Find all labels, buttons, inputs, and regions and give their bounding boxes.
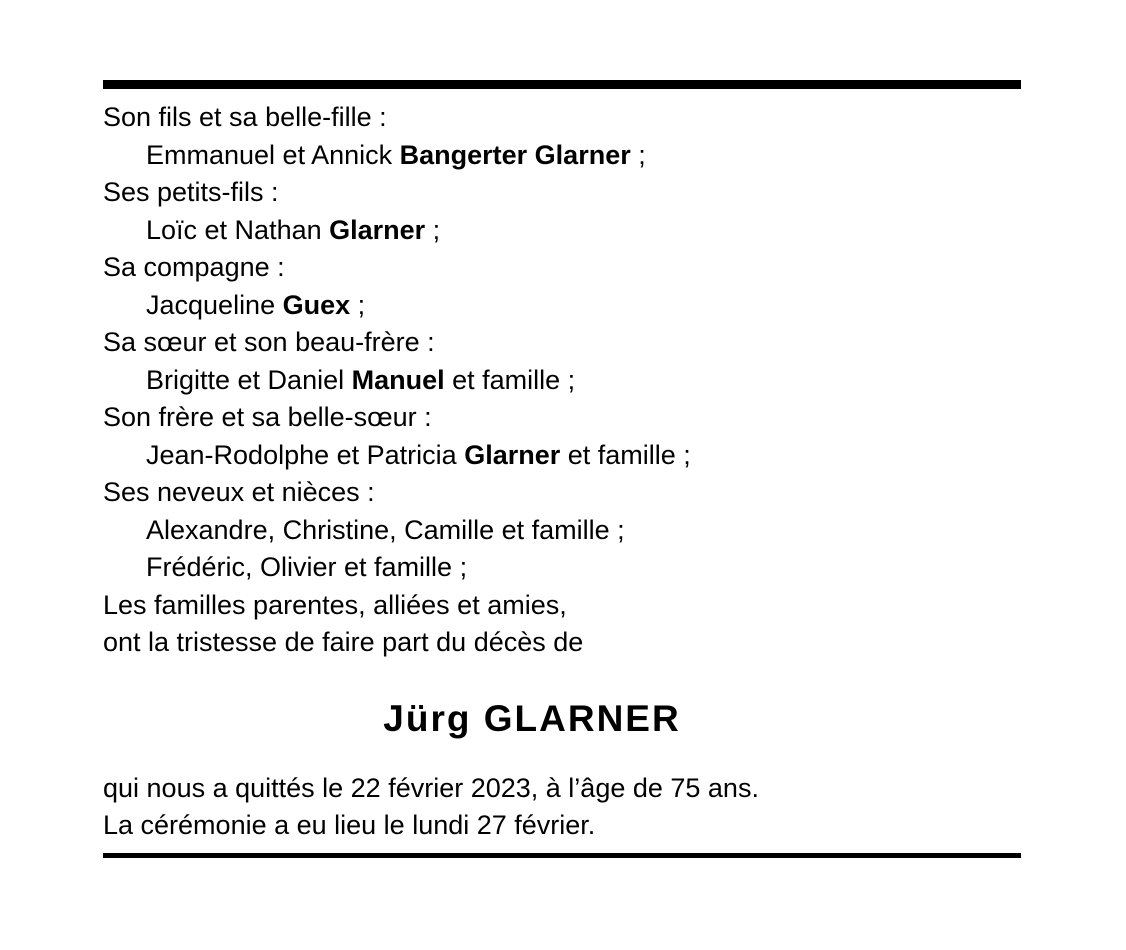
relation-entry [103, 287, 1021, 325]
entry-prefix: Alexandre, Christine, Camille et famille ; [146, 514, 625, 545]
death-date-line: qui nous a quittés le 22 février 2023, à l’âge de 75 ans. [103, 772, 759, 803]
closing-block [103, 770, 1021, 847]
relation-heading: Sa compagne : [103, 252, 285, 282]
relation-entry [103, 549, 1021, 587]
bottom-rule [103, 853, 1021, 858]
entry-suffix: ; [425, 214, 441, 245]
entry-prefix: Loïc et Nathan [146, 214, 330, 245]
entry-surname: Manuel [351, 364, 445, 395]
families-line: Les familles parentes, alliées et amies, [103, 589, 567, 620]
relation-entry [103, 437, 1021, 475]
entry-prefix: Brigitte et Daniel [146, 364, 352, 395]
relation-entry [103, 212, 1021, 250]
relation-entry [103, 362, 1021, 400]
entry-suffix: et famille ; [444, 364, 576, 395]
entry-prefix: Emmanuel et Annick [146, 139, 400, 170]
relation-heading: Ses petits-fils : [103, 177, 279, 207]
deceased-name: Jürg GLARNER [383, 697, 681, 739]
entry-surname: Bangerter Glarner [399, 139, 631, 170]
entry-prefix: Frédéric, Olivier et famille ; [146, 552, 468, 582]
top-rule [103, 80, 1021, 89]
relation-heading: Sa sœur et son beau-frère : [103, 327, 435, 357]
ceremony-line: La cérémonie a eu lieu le lundi 27 février. [103, 810, 596, 840]
relation-heading: Son fils et sa belle-fille : [103, 102, 387, 132]
relations-block [103, 89, 1021, 662]
relation-entry [103, 512, 1021, 550]
entry-surname: Guex [282, 289, 351, 320]
entry-prefix: Jacqueline [146, 289, 283, 320]
relation-entry [103, 137, 1021, 175]
death-notice [103, 80, 1021, 858]
entry-surname: Glarner [329, 214, 426, 245]
entry-surname: Glarner [464, 439, 561, 470]
relation-heading: Son frère et sa belle-sœur : [103, 402, 432, 432]
entry-suffix: ; [630, 139, 646, 170]
entry-suffix: et famille ; [560, 439, 691, 470]
entry-suffix: ; [350, 289, 366, 320]
relation-heading: Ses neveux et nièces : [103, 477, 375, 507]
announcement-line: ont la tristesse de faire part du décès de [103, 627, 584, 657]
entry-prefix: Jean-Rodolphe et Patricia [146, 439, 465, 470]
